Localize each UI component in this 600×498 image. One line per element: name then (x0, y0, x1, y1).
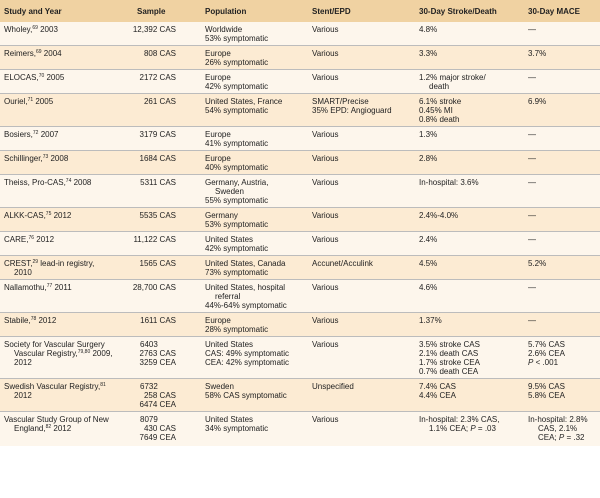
cell-stent: Various (312, 235, 339, 244)
cell-population: Europe 41% symptomatic (205, 130, 269, 148)
cell-mace: — (528, 211, 536, 220)
cell-mace: — (528, 178, 536, 187)
cell-stent: Various (312, 49, 339, 58)
cell-stent: Various (312, 415, 339, 424)
cell-stroke-death: In-hospital: 3.6% (419, 178, 479, 187)
cell-study: Ouriel,$^{71}$ 2005 (4, 97, 54, 106)
cell-sample: 12,392 CAS (132, 25, 176, 34)
table-row (0, 151, 600, 175)
cell-sample: 808 CAS (143, 49, 176, 58)
cell-population: Europe 40% symptomatic (205, 154, 269, 172)
cell-sample: 6732 258 CAS 6474 CEA (139, 382, 176, 409)
cell-study: Nallamothu,$^{77}$ 2011 (4, 283, 72, 292)
cell-stent: Accunet/Acculink (312, 259, 373, 268)
cell-stent: Various (312, 283, 339, 292)
cell-stent: Various (312, 154, 339, 163)
cell-mace: — (528, 25, 536, 34)
cell-stroke-death: 1.37% (419, 316, 442, 325)
cell-study: Reimers,$^{69}$ 2004 (4, 49, 62, 58)
cell-mace: 9.5% CAS 5.8% CEA (528, 382, 565, 400)
cell-population: Europe 28% symptomatic (205, 316, 269, 334)
cell-mace: 5.2% (528, 259, 547, 268)
header-sample: Sample (137, 6, 166, 16)
cell-stroke-death: 6.1% stroke 0.45% MI 0.8% death (419, 97, 462, 124)
cell-stent: Various (312, 178, 339, 187)
cell-study: Swedish Vascular Registry,$^{81}$ 2012 (4, 382, 106, 400)
table-row (0, 313, 600, 337)
cell-mace: 5.7% CAS 2.6% CEA P < .001 (528, 340, 565, 367)
cell-mace: — (528, 73, 536, 82)
cell-sample: 1684 CAS (139, 154, 176, 163)
cell-stroke-death: 2.4%-4.0% (419, 211, 459, 220)
cell-stroke-death: 3.3% (419, 49, 438, 58)
cell-mace: — (528, 316, 536, 325)
header-population: Population (205, 6, 247, 16)
cell-stent: Various (312, 130, 339, 139)
cell-mace: 6.9% (528, 97, 547, 106)
cell-sample: 6403 2763 CAS 3259 CEA (139, 340, 176, 367)
cell-stroke-death: 2.4% (419, 235, 438, 244)
cell-stent: Unspecified (312, 382, 354, 391)
cell-mace: — (528, 235, 536, 244)
table-row (0, 94, 600, 127)
cell-study: CARE,$^{76}$ 2012 (4, 235, 55, 244)
cell-mace: — (528, 283, 536, 292)
cell-study: Stabile,$^{78}$ 2012 (4, 316, 57, 325)
cell-stent: Various (312, 25, 339, 34)
cell-population: Europe 42% symptomatic (205, 73, 269, 91)
table-row (0, 70, 600, 94)
table-row (0, 280, 600, 313)
cell-study: Society for Vascular Surgery Vascular Registry,$^{79,80}$ 2009, 2012 (4, 340, 113, 367)
cell-study: Wholey,$^{69}$ 2003 (4, 25, 58, 34)
header-stent: Stent/EPD (312, 6, 351, 16)
table-row (0, 208, 600, 232)
cell-sample: 1611 CAS (140, 316, 176, 325)
cell-study: Theiss, Pro-CAS,$^{74}$ 2008 (4, 178, 92, 187)
cell-stroke-death: 4.5% (419, 259, 438, 268)
cell-population: United States 42% symptomatic (205, 235, 269, 253)
cell-study: Bosiers,$^{72}$ 2007 (4, 130, 59, 139)
header-study: Study and Year (4, 6, 62, 16)
cell-stent: Various (312, 73, 339, 82)
cell-sample: 28,700 CAS (132, 283, 176, 292)
cell-stroke-death: 4.8% (419, 25, 438, 34)
cell-stroke-death: 3.5% stroke CAS 2.1% death CAS 1.7% stroke CEA 0.7% death CEA (419, 340, 480, 376)
table-row (0, 412, 600, 446)
table-row (0, 175, 600, 208)
cell-stent: Various (312, 316, 339, 325)
cell-sample: 5311 CAS (140, 178, 176, 187)
cell-study: ELOCAS,$^{70}$ 2005 (4, 73, 65, 82)
cell-sample: 2172 CAS (139, 73, 176, 82)
table-row (0, 379, 600, 412)
cell-stroke-death: 1.2% major stroke/ death (419, 73, 486, 91)
cell-study: ALKK-CAS,$^{75}$ 2012 (4, 211, 72, 220)
table-row (0, 46, 600, 70)
cell-mace: — (528, 130, 536, 139)
table-row (0, 22, 600, 46)
cell-population: United States, Canada 73% symptomatic (205, 259, 286, 277)
cell-mace: 3.7% (528, 49, 547, 58)
table-row (0, 232, 600, 256)
header-mace: 30-Day MACE (528, 6, 581, 16)
header-stroke-death: 30-Day Stroke/Death (419, 6, 497, 16)
cell-population: Germany, Austria, Sweden 55% symptomatic (205, 178, 269, 205)
cell-stent: Various (312, 211, 339, 220)
cell-stroke-death: 4.6% (419, 283, 438, 292)
cell-sample: 8079 430 CAS 7649 CEA (139, 415, 176, 442)
cell-sample: 11,122 CAS (133, 235, 176, 244)
cell-mace: In-hospital: 2.8% CAS, 2.1% CEA; P = .32 (528, 415, 588, 442)
cell-study: CREST,$^{29}$ lead-in registry, 2010 (4, 259, 95, 277)
cell-population: United States CAS: 49% symptomatic CEA: 42% symptomatic (205, 340, 290, 367)
table-row (0, 127, 600, 151)
cell-population: Worldwide 53% symptomatic (205, 25, 269, 43)
cell-population: United States, hospital referral 44%-64% symptomatic (205, 283, 287, 310)
cell-sample: 3179 CAS (139, 130, 176, 139)
cell-population: Sweden 58% CAS symptomatic (205, 382, 287, 400)
cell-population: United States, France 54% symptomatic (205, 97, 283, 115)
cell-study: Vascular Study Group of New England,$^{82}$ 2012 (4, 415, 109, 433)
table-row (0, 337, 600, 379)
cell-sample: 261 CAS (143, 97, 176, 106)
cell-population: United States 34% symptomatic (205, 415, 269, 433)
cell-stroke-death: In-hospital: 2.3% CAS, 1.1% CEA; P = .03 (419, 415, 500, 433)
cell-study: Schillinger,$^{73}$ 2008 (4, 154, 69, 163)
table-header-row (0, 0, 600, 22)
cell-mace: — (528, 154, 536, 163)
cell-stroke-death: 1.3% (419, 130, 438, 139)
cell-population: Europe 26% symptomatic (205, 49, 269, 67)
cell-sample: 1565 CAS (139, 259, 176, 268)
cell-stroke-death: 7.4% CAS 4.4% CEA (419, 382, 456, 400)
cell-population: Germany 53% symptomatic (205, 211, 269, 229)
cell-sample: 5535 CAS (139, 211, 176, 220)
cell-stroke-death: 2.8% (419, 154, 438, 163)
table-row (0, 256, 600, 280)
cell-stent: SMART/Precise 35% EPD: Angioguard (312, 97, 392, 115)
cell-stent: Various (312, 340, 339, 349)
